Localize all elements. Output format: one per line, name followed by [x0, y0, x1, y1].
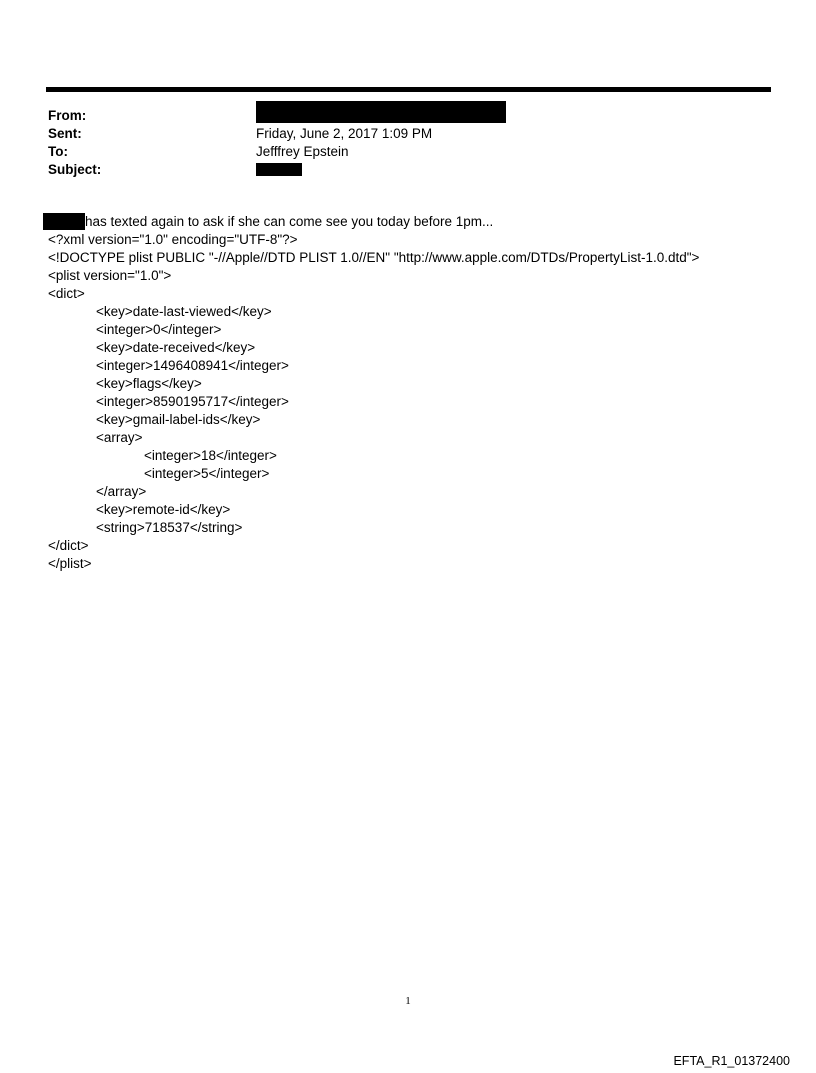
plist-line: <key>date-last-viewed</key> — [96, 304, 272, 319]
subject-row — [48, 161, 748, 179]
plist-line: <key>remote-id</key> — [96, 502, 231, 517]
subject-value — [256, 161, 748, 179]
plist-line: <!DOCTYPE plist PUBLIC "-//Apple//DTD PLIST 1.0//EN" "http://www.apple.com/DTDs/PropertyList-1.0.dtd"> — [48, 250, 700, 265]
message-text: has texted again to ask if she can come see you today before 1pm... — [85, 214, 494, 229]
email-header — [48, 107, 748, 179]
plist-line: <plist version="1.0"> — [48, 268, 172, 283]
sent-row — [48, 125, 748, 143]
to-label: To: — [48, 144, 68, 159]
redaction-block — [256, 163, 302, 176]
plist-line: <integer>5</integer> — [144, 466, 270, 481]
plist-line: <key>gmail-label-ids</key> — [96, 412, 261, 427]
from-label: From: — [48, 108, 87, 123]
plist-line: </array> — [96, 484, 147, 499]
subject-label: Subject: — [48, 162, 102, 177]
header-rule — [46, 87, 771, 92]
from-row — [48, 107, 748, 125]
from-value — [256, 107, 748, 125]
document-id: EFTA_R1_01372400 — [673, 1054, 790, 1068]
sent-label: Sent: — [48, 126, 82, 141]
page-number: 1 — [405, 995, 411, 1007]
redaction-block — [256, 101, 506, 123]
plist-line: <integer>0</integer> — [96, 322, 222, 337]
plist-line: <key>flags</key> — [96, 376, 202, 391]
sent-value: Friday, June 2, 2017 1:09 PM — [256, 126, 433, 141]
plist-line: <?xml version="1.0" encoding="UTF-8"?> — [48, 232, 298, 247]
to-row — [48, 143, 748, 161]
email-body — [48, 213, 788, 573]
plist-line: <dict> — [48, 286, 85, 301]
plist-line: </dict> — [48, 538, 89, 553]
plist-line: </plist> — [48, 556, 92, 571]
plist-line: <integer>1496408941</integer> — [96, 358, 289, 373]
plist-line: <integer>8590195717</integer> — [96, 394, 289, 409]
plist-line: <array> — [96, 430, 143, 445]
plist-line: <integer>18</integer> — [144, 448, 277, 463]
to-value: Jefffrey Epstein — [256, 144, 349, 159]
plist-line: <string>718537</string> — [96, 520, 243, 535]
redaction-block — [43, 213, 85, 230]
plist-line: <key>date-received</key> — [96, 340, 256, 355]
message-line — [48, 213, 788, 231]
